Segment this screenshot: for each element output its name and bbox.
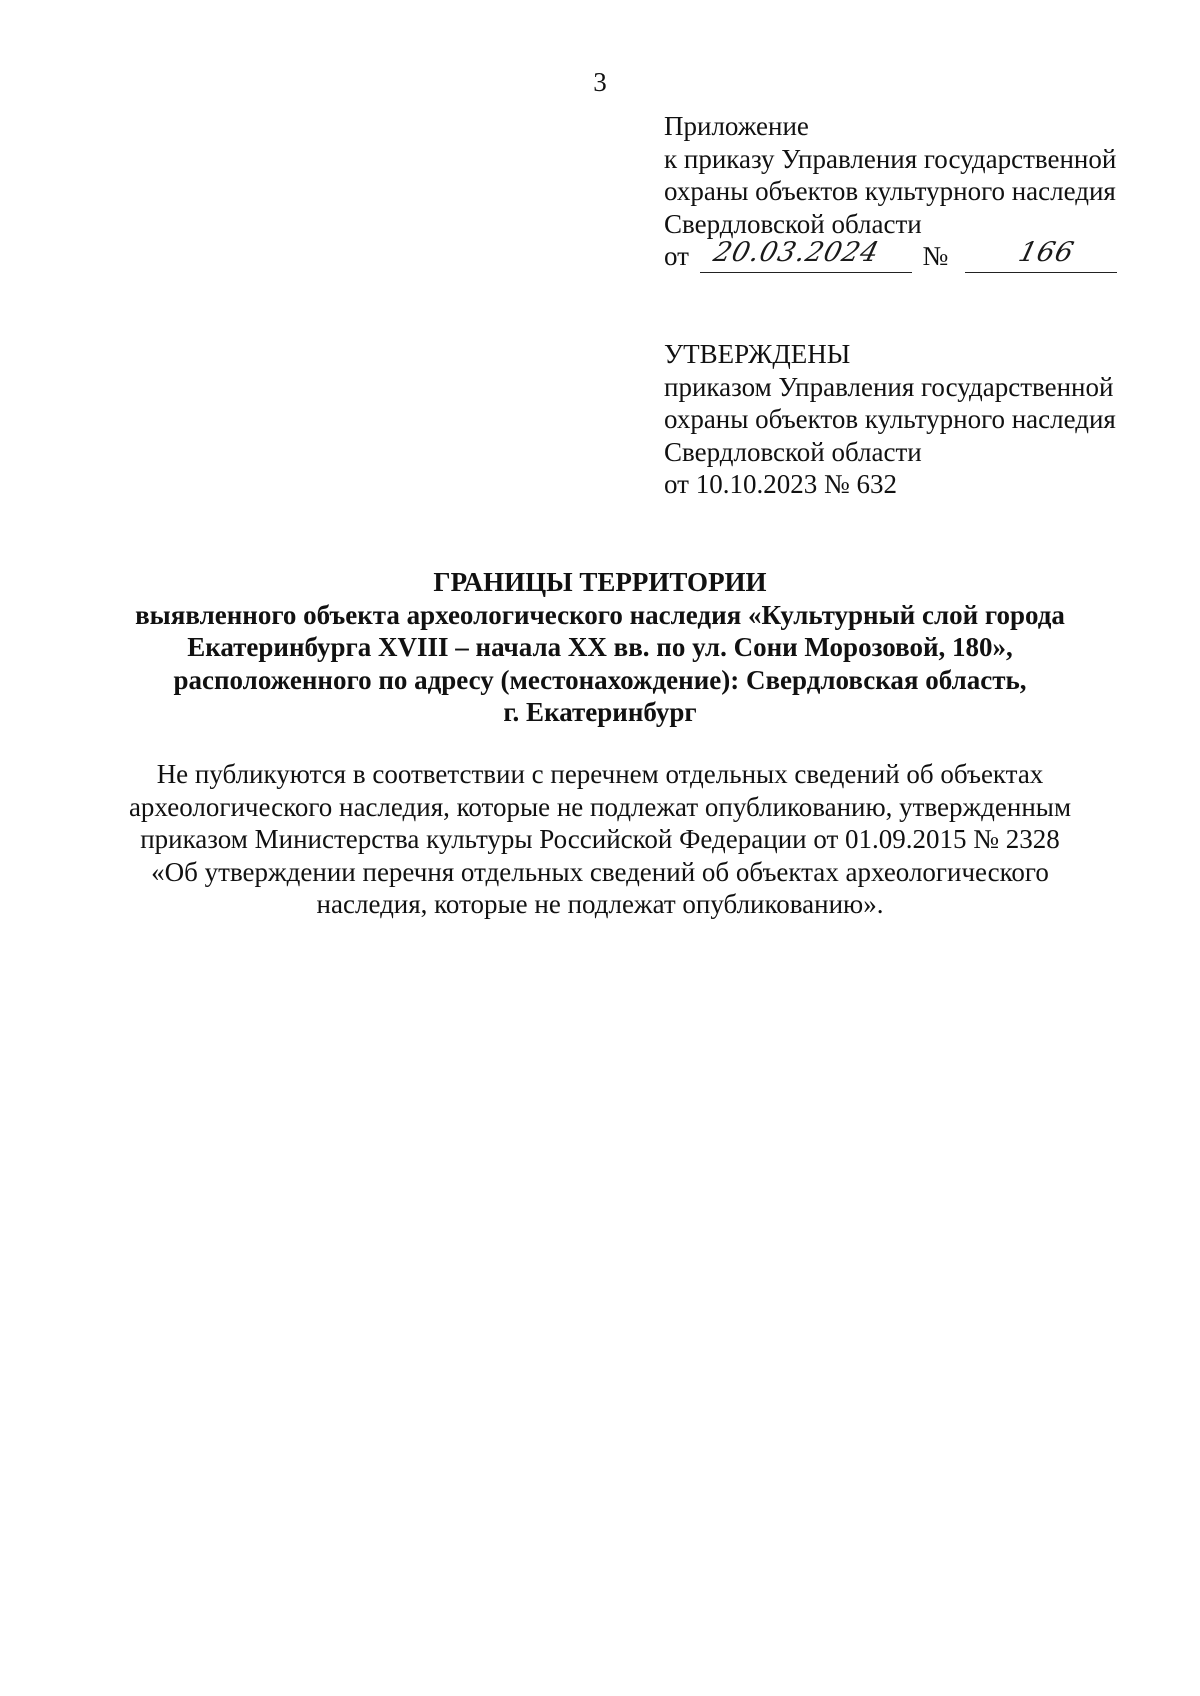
- number-sign: №: [922, 241, 949, 271]
- document-title: [60, 566, 1140, 729]
- annex-order-line: [664, 237, 1164, 274]
- annex-label: Приложение: [664, 111, 809, 141]
- approved-line: приказом Управления государственной: [664, 371, 1114, 402]
- order-date-handwritten: 20.03.2024: [710, 237, 883, 268]
- notice-line: приказом Министерства культуры Российской Федерации от 01.09.2015 № 2328: [140, 824, 1060, 854]
- approved-line: охраны объектов культурного наследия: [664, 404, 1116, 434]
- title-line: расположенного по адресу (местонахождение): Свердловская область,: [173, 664, 1027, 695]
- order-date-field: [700, 237, 912, 273]
- order-number-handwritten: 166: [1015, 237, 1078, 268]
- annex-block: [664, 110, 1164, 274]
- title-line: Екатеринбурга XVIII – начала XX вв. по ул. Сони Морозовой, 180»,: [187, 632, 1013, 662]
- order-number-field: [965, 237, 1117, 273]
- annex-line: охраны объектов культурного наследия: [664, 176, 1116, 206]
- notice-line: Не публикуются в соответствии с перечнем отдельных сведений об объектах: [156, 759, 1044, 789]
- title-line: г. Екатеринбург: [503, 697, 697, 727]
- notice-line: наследия, которые не подлежат опубликованию».: [316, 889, 884, 919]
- notice-line: «Об утверждении перечня отдельных сведений об объектах археологического: [151, 856, 1049, 887]
- annex-line: к приказу Управления государственной: [664, 143, 1117, 174]
- notice-line: археологического наследия, которые не подлежат опубликованию, утвержденным: [128, 791, 1072, 822]
- non-publication-notice: [60, 758, 1140, 921]
- approved-heading: УТВЕРЖДЕНЫ: [664, 339, 851, 369]
- annex-line: Свердловской области: [664, 208, 922, 239]
- approved-order-ref: от 10.10.2023 № 632: [664, 469, 897, 499]
- approved-line: Свердловской области: [664, 436, 922, 467]
- title-line: выявленного объекта археологического наследия «Культурный слой города: [135, 599, 1065, 630]
- title-heading: ГРАНИЦЫ ТЕРРИТОРИИ: [433, 567, 767, 597]
- order-date-prefix: от: [664, 241, 689, 271]
- page-number: 3: [593, 67, 607, 97]
- approved-block: [664, 338, 1164, 501]
